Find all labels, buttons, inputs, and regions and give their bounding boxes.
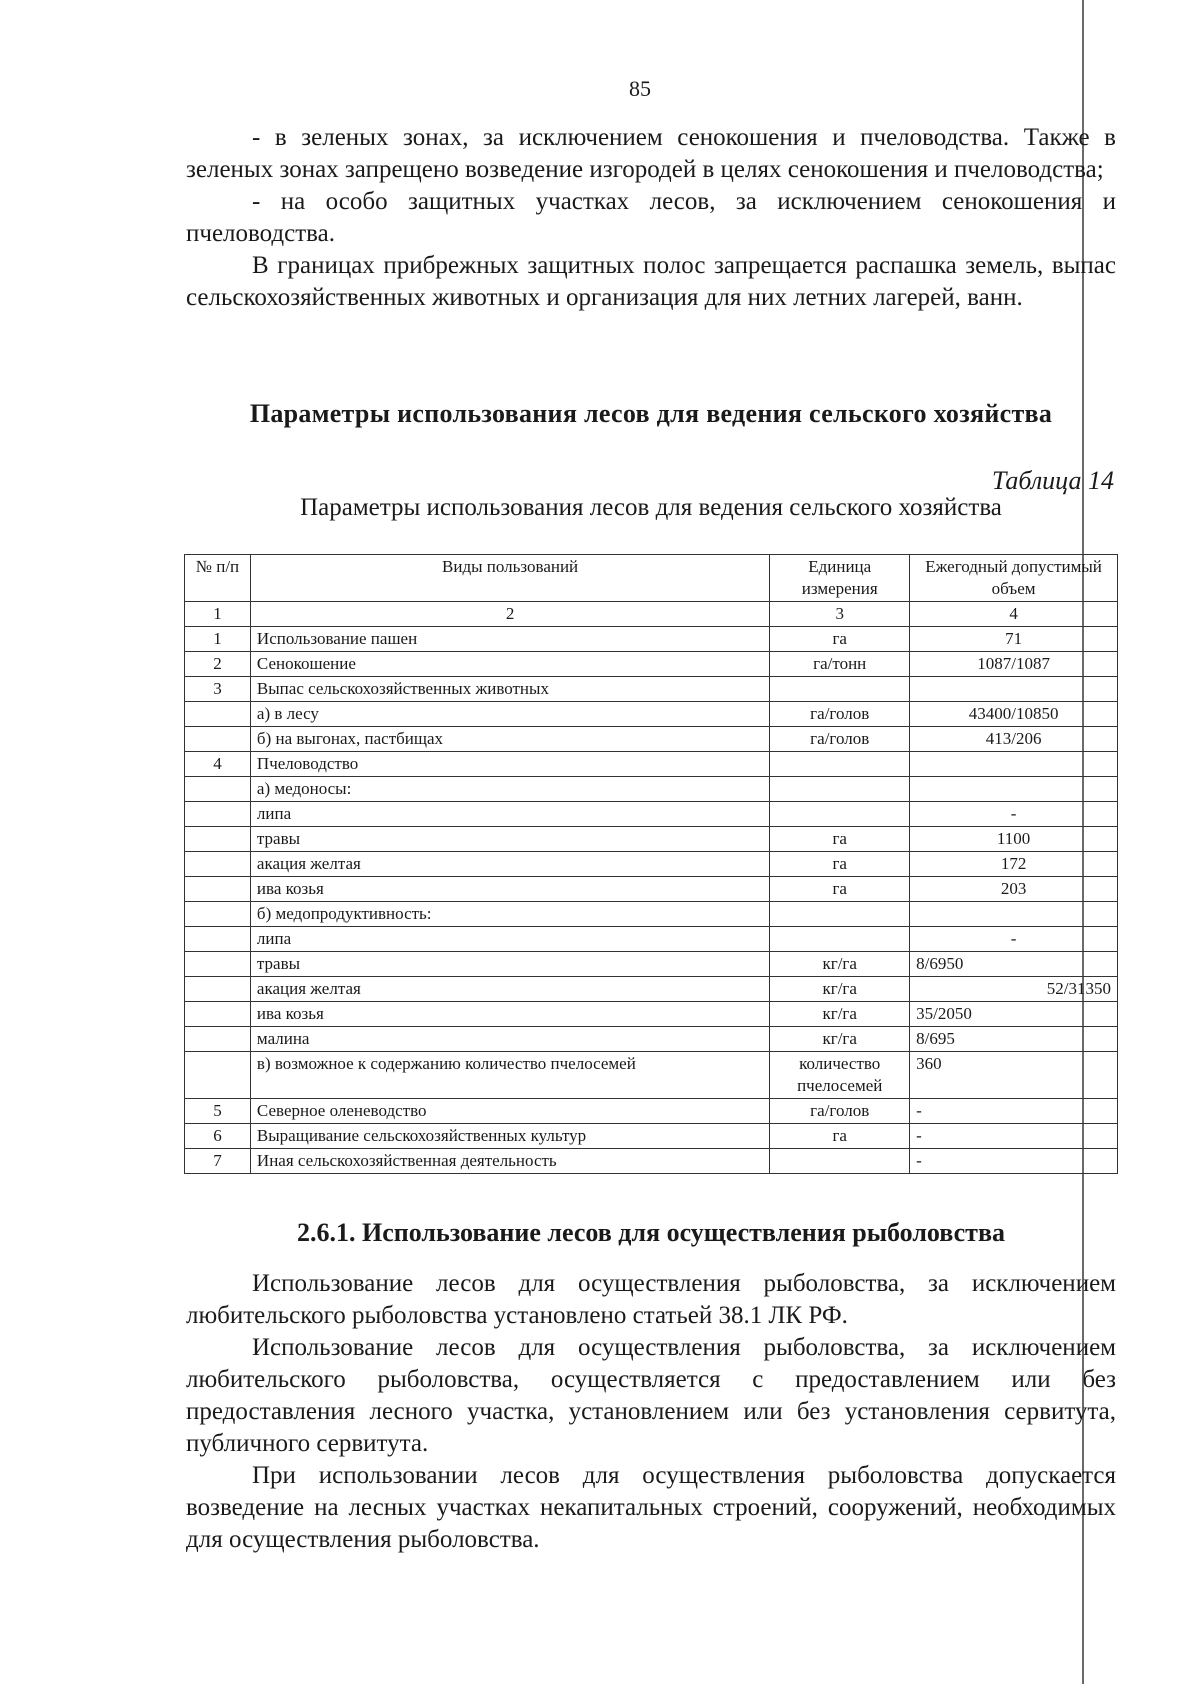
row-kind: в) возможное к содержанию количество пчелосемей [250, 1052, 769, 1099]
row-unit: кг/га [770, 1002, 910, 1027]
row-unit [770, 902, 910, 927]
row-num [185, 702, 251, 727]
row-volume: 8/6950 [910, 952, 1118, 977]
row-kind: Иная сельскохозяйственная деятельность [250, 1149, 769, 1174]
row-kind: а) в лесу [250, 702, 769, 727]
row-kind: ива козья [250, 877, 769, 902]
row-volume: - [910, 927, 1118, 952]
header-unit: Единица измерения [770, 555, 910, 602]
row-volume [910, 752, 1118, 777]
row-num: 1 [185, 627, 251, 652]
paragraph-fishing-1: Использование лесов для осуществления рыболовства, за исключением любительского рыболовства установлено статьей 38.1 ЛК РФ. [186, 1270, 1116, 1329]
row-kind: травы [250, 827, 769, 852]
row-volume: - [910, 1149, 1118, 1174]
table-row [185, 952, 1118, 977]
paragraph-fishing-3: При использовании лесов для осуществления рыболовства допускается возведение на лесных участках некапитальных строений, сооружений, необходимых для осуществления рыболовства. [186, 1462, 1116, 1553]
table-title: Параметры использования лесов для ведения сельского хозяйства [300, 494, 1002, 521]
row-num: 2 [185, 652, 251, 677]
table-row [185, 827, 1118, 852]
row-volume: - [910, 1124, 1118, 1149]
table-row [185, 627, 1118, 652]
row-kind: акация желтая [250, 977, 769, 1002]
row-unit: га [770, 1124, 910, 1149]
row-kind: травы [250, 952, 769, 977]
table-row [185, 1027, 1118, 1052]
row-kind: Пчеловодство [250, 752, 769, 777]
row-kind: б) медопродуктивность: [250, 902, 769, 927]
table-row [185, 777, 1118, 802]
row-unit [770, 927, 910, 952]
table-row [185, 1149, 1118, 1174]
row-num [185, 1002, 251, 1027]
row-unit: га/голов [770, 1099, 910, 1124]
table-colnum-row [185, 602, 1118, 627]
colnum-1: 1 [185, 602, 251, 627]
table-row [185, 877, 1118, 902]
row-volume: 360 [910, 1052, 1118, 1099]
row-num: 7 [185, 1149, 251, 1174]
top-paragraphs [186, 122, 1116, 314]
row-kind: Использование пашен [250, 627, 769, 652]
row-unit: га/голов [770, 727, 910, 752]
row-num [185, 902, 251, 927]
row-unit: га/тонн [770, 652, 910, 677]
row-num: 3 [185, 677, 251, 702]
table-row [185, 902, 1118, 927]
row-num [185, 877, 251, 902]
row-kind: Выращивание сельскохозяйственных культур [250, 1124, 769, 1149]
section-heading: Параметры использования лесов для ведения сельского хозяйства [249, 399, 1053, 428]
row-volume: 71 [910, 627, 1118, 652]
row-kind: а) медоносы: [250, 777, 769, 802]
colnum-2: 2 [250, 602, 769, 627]
table-row [185, 1124, 1118, 1149]
row-volume: - [910, 802, 1118, 827]
row-num [185, 1052, 251, 1099]
row-num [185, 802, 251, 827]
row-unit: га [770, 827, 910, 852]
row-num: 4 [185, 752, 251, 777]
colnum-4: 4 [910, 602, 1118, 627]
parameters-table [184, 554, 1118, 1174]
row-num [185, 952, 251, 977]
row-kind: малина [250, 1027, 769, 1052]
row-unit: кг/га [770, 977, 910, 1002]
table-row [185, 652, 1118, 677]
paragraph-fishing-2: Использование лесов для осуществления рыболовства, за исключением любительского рыболовства, осуществляется с предоставлением или без предоставления лесного участка, установлением или без установления сервитута, публичного сервитута. [186, 1334, 1116, 1457]
row-num [185, 827, 251, 852]
colnum-3: 3 [770, 602, 910, 627]
paragraph-green-zones: - в зеленых зонах, за исключением сенокошения и пчеловодства. Также в зеленых зонах запрещено возведение изгородей в целях сенокошения и пчеловодства; [186, 124, 1116, 183]
row-num [185, 727, 251, 752]
table-row [185, 702, 1118, 727]
row-kind: липа [250, 802, 769, 827]
row-kind: липа [250, 927, 769, 952]
row-volume: 43400/10850 [910, 702, 1118, 727]
row-volume: 1100 [910, 827, 1118, 852]
table-row [185, 1002, 1118, 1027]
bottom-paragraphs [186, 1268, 1116, 1556]
row-volume [910, 777, 1118, 802]
row-num [185, 927, 251, 952]
row-num [185, 977, 251, 1002]
row-kind: Выпас сельскохозяйственных животных [250, 677, 769, 702]
row-kind: акация желтая [250, 852, 769, 877]
header-volume: Ежегодный допустимый объем [910, 555, 1118, 602]
table-body [185, 627, 1118, 1174]
table-row [185, 927, 1118, 952]
table-row [185, 802, 1118, 827]
row-unit [770, 777, 910, 802]
header-num: № п/п [185, 555, 251, 602]
row-num: 6 [185, 1124, 251, 1149]
row-kind: Северное оленеводство [250, 1099, 769, 1124]
table-row [185, 852, 1118, 877]
table-row [185, 977, 1118, 1002]
row-volume [910, 902, 1118, 927]
row-volume: 52/31350 [910, 977, 1118, 1002]
row-volume: 35/2050 [910, 1002, 1118, 1027]
row-unit: га [770, 627, 910, 652]
row-volume: 413/206 [910, 727, 1118, 752]
table-row [185, 1052, 1118, 1099]
table-caption: Таблица 14 [991, 466, 1114, 495]
row-kind: б) на выгонах, пастбищах [250, 727, 769, 752]
row-num: 5 [185, 1099, 251, 1124]
row-unit: количество пчелосемей [770, 1052, 910, 1099]
paragraph-coastal-strips: В границах прибрежных защитных полос запрещается распашка земель, выпас сельскохозяйственных животных и организация для них летних лагерей, ванн. [186, 252, 1116, 311]
row-unit: га [770, 877, 910, 902]
table-header-row [185, 555, 1118, 602]
table-row [185, 1099, 1118, 1124]
row-unit [770, 677, 910, 702]
row-volume [910, 677, 1118, 702]
table-row [185, 727, 1118, 752]
row-unit: га/голов [770, 702, 910, 727]
row-volume: - [910, 1099, 1118, 1124]
row-volume: 8/695 [910, 1027, 1118, 1052]
subsection-title: 2.6.1. Использование лесов для осуществления рыболовства [296, 1218, 1005, 1247]
row-num [185, 777, 251, 802]
table-row [185, 677, 1118, 702]
row-unit: кг/га [770, 1027, 910, 1052]
page-number: 85 [629, 76, 651, 101]
row-unit [770, 802, 910, 827]
row-num [185, 852, 251, 877]
paragraph-protective-forests: - на особо защитных участках лесов, за исключением сенокошения и пчеловодства. [186, 188, 1116, 247]
row-unit [770, 1149, 910, 1174]
row-unit: кг/га [770, 952, 910, 977]
row-volume: 203 [910, 877, 1118, 902]
header-kind: Виды пользований [250, 555, 769, 602]
row-volume: 1087/1087 [910, 652, 1118, 677]
row-unit [770, 752, 910, 777]
row-num [185, 1027, 251, 1052]
row-volume: 172 [910, 852, 1118, 877]
row-unit: га [770, 852, 910, 877]
row-kind: Сенокошение [250, 652, 769, 677]
row-kind: ива козья [250, 1002, 769, 1027]
table-row [185, 752, 1118, 777]
